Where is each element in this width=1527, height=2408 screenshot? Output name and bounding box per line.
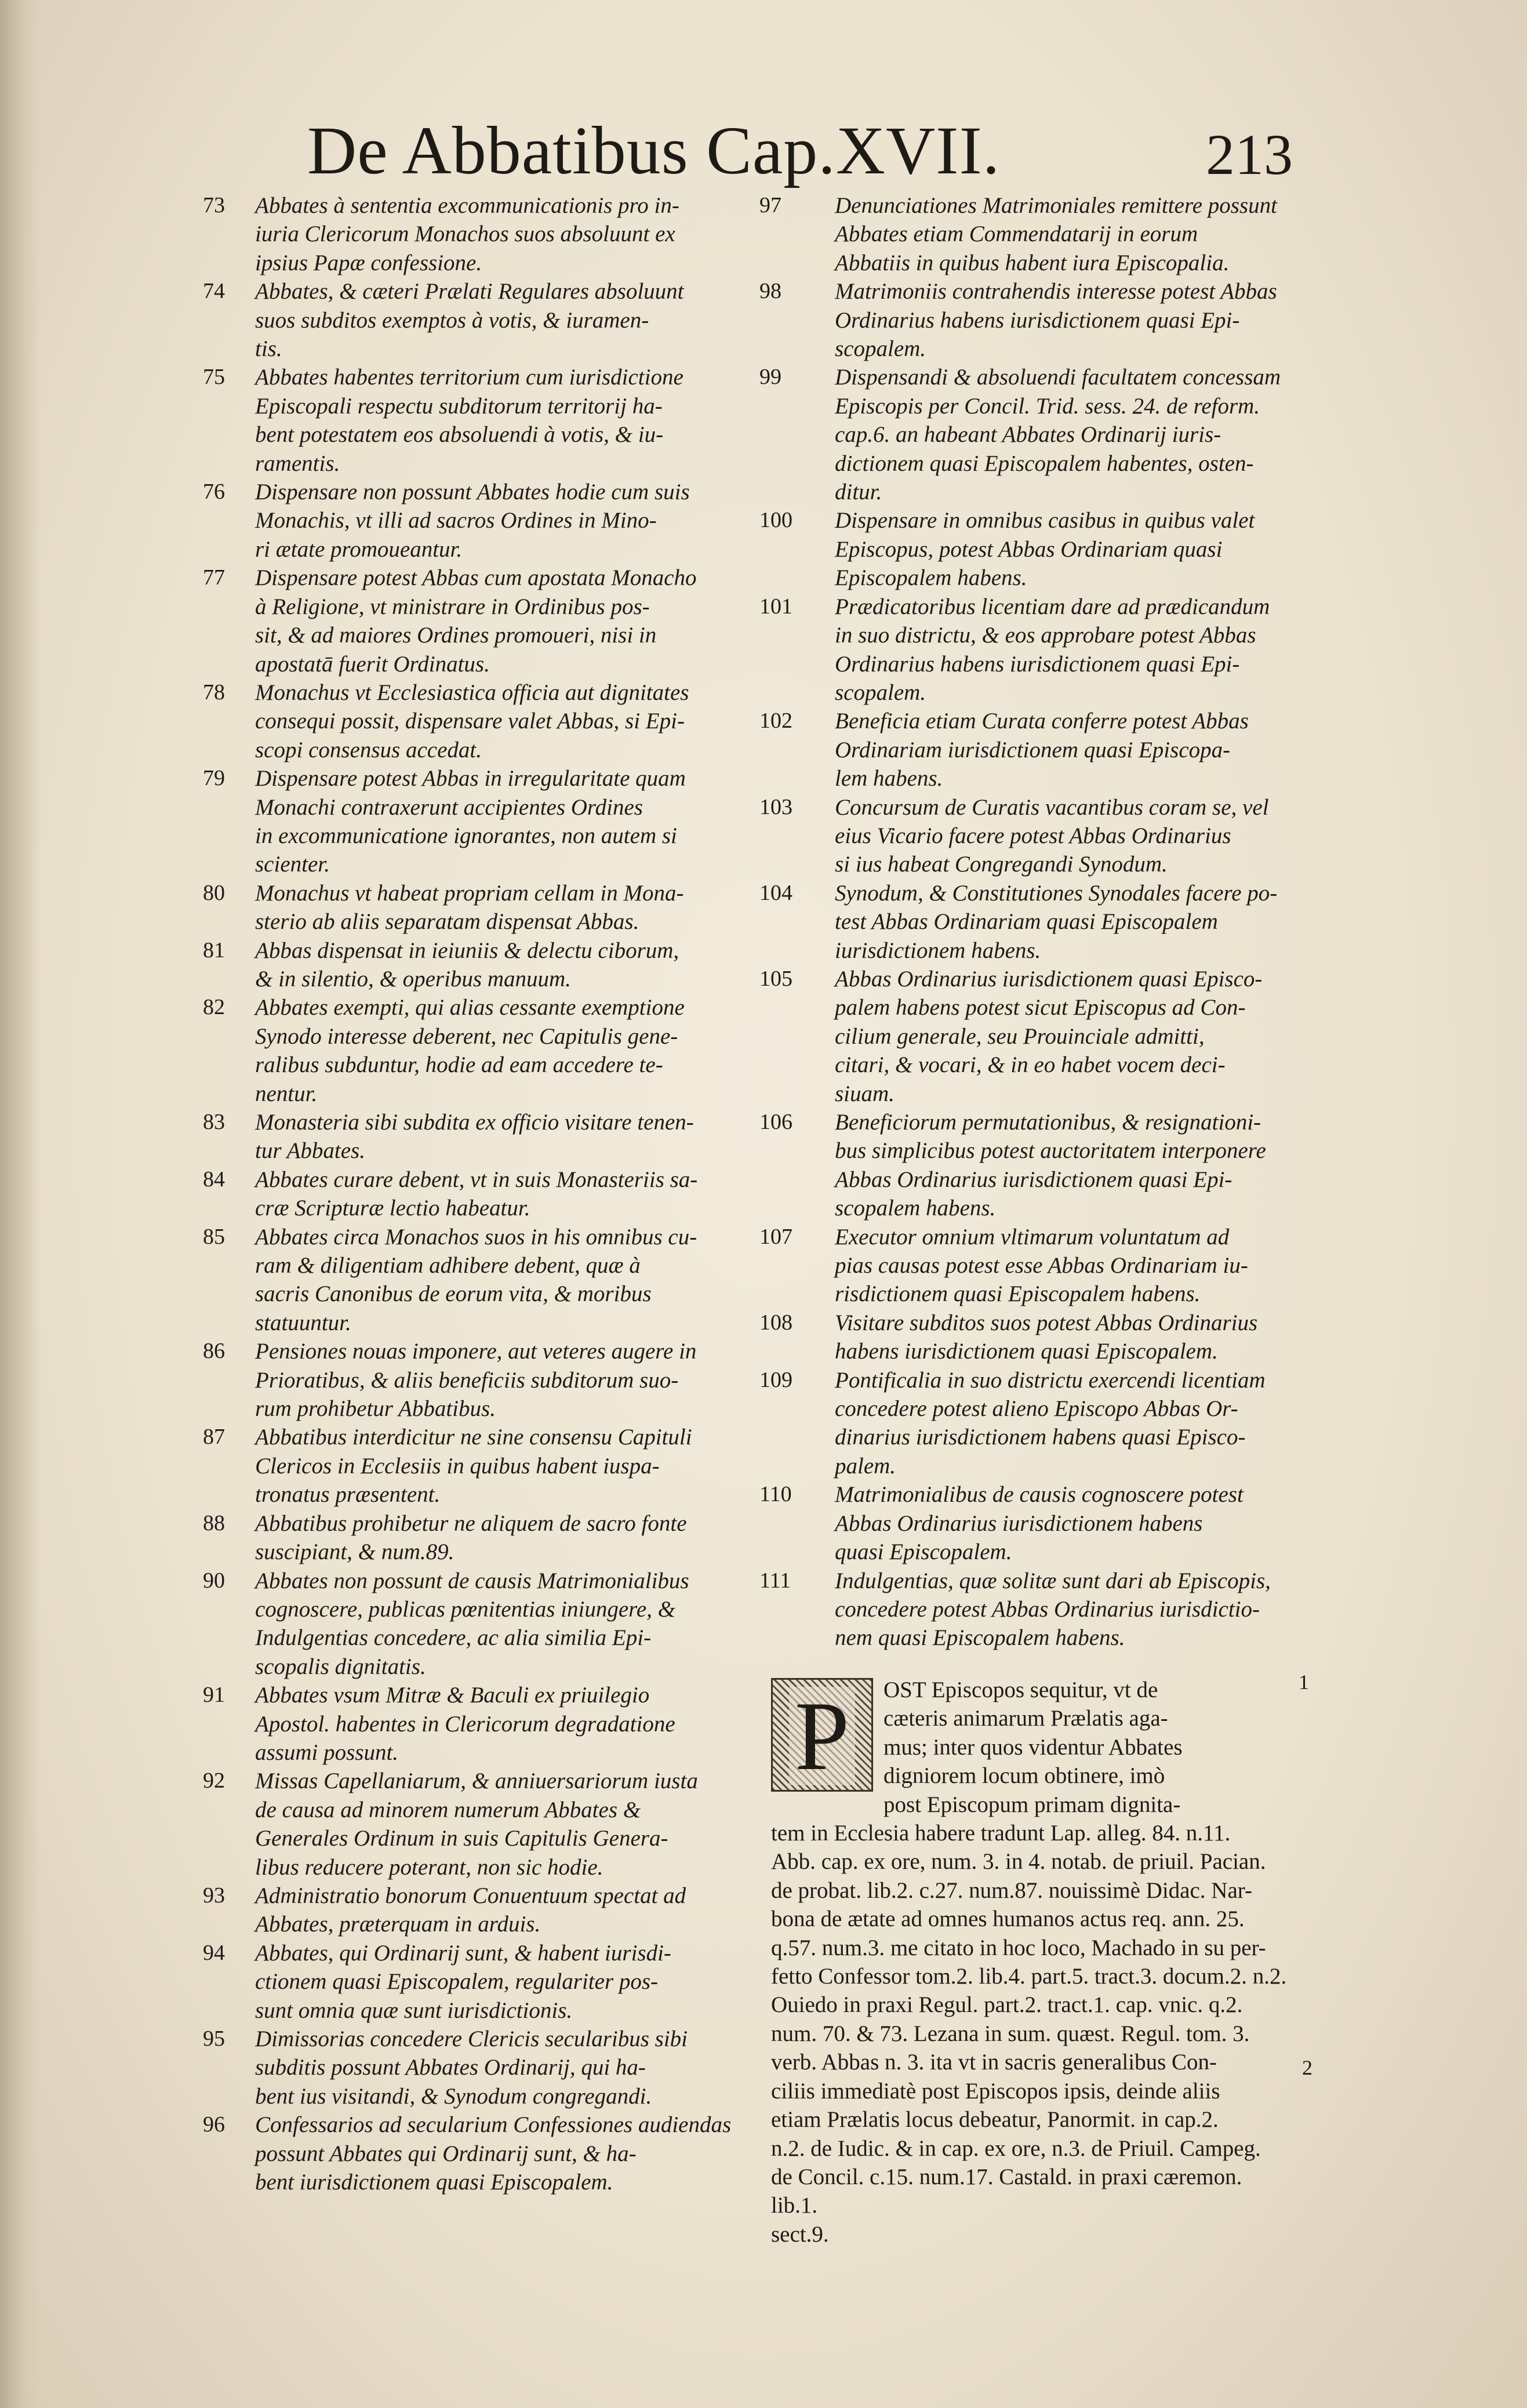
entry-line: Abbas Ordinarius iurisdictionem quasi Epi-: [835, 1167, 1232, 1192]
entry-line: Abbates exempti, qui alias cessante exemptione: [255, 995, 685, 1020]
entry-line: test Abbas Ordinariam quasi Episcopalem: [835, 909, 1218, 935]
summary-entry: [759, 1309, 1310, 1366]
entry-line: iurisdictionem habens.: [835, 938, 1041, 963]
entry-number: 110: [759, 1482, 792, 1507]
summary-entry: [203, 1337, 754, 1423]
entry-number: 107: [759, 1224, 792, 1249]
page-number: 213: [1206, 122, 1293, 187]
prose-line: OST Episcopos sequitur, vt de: [884, 1677, 1158, 1702]
summary-entry: [203, 1423, 754, 1509]
entry-number: 101: [759, 594, 792, 619]
entry-number: 87: [203, 1425, 225, 1450]
entry-line: Confessarios ad secularium Confessiones audiendas: [255, 2112, 732, 2138]
entry-line: Dispensandi & absoluendi facultatem concessam: [835, 365, 1281, 390]
entry-number: 84: [203, 1167, 225, 1192]
entry-line: Monasteria sibi subdita ex officio visitare tenen-: [255, 1110, 694, 1135]
summary-entry: [759, 965, 1310, 1108]
entry-line: possunt Abbates qui Ordinarij sunt, & ha-: [255, 2141, 637, 2166]
entry-line: Episcopis per Concil. Trid. sess. 24. de reform.: [835, 393, 1260, 419]
summary-entry: [203, 1223, 754, 1338]
entry-line: cræ Scripturæ lectio habeatur.: [255, 1196, 530, 1221]
entry-line: Abbates etiam Commendatarij in eorum: [835, 221, 1198, 247]
entry-number: 77: [203, 565, 225, 590]
binding-shadow: [0, 0, 41, 2408]
summary-entry: [759, 879, 1310, 965]
entry-line: Beneficiorum permutationibus, & resignationi-: [835, 1110, 1261, 1135]
summary-column-left: [203, 191, 754, 2196]
entry-line: scopalem.: [835, 680, 926, 705]
entry-line: Missas Capellaniarum, & anniuersariorum iusta: [255, 1768, 698, 1794]
summary-entry: [759, 1567, 1310, 1652]
decorated-initial: [771, 1678, 873, 1792]
entry-line: cognoscere, publicas pœnitentias iniungere, &: [255, 1596, 676, 1622]
entry-line: Abbatibus prohibetur ne aliquem de sacro fonte: [255, 1510, 687, 1536]
entry-line: ctionem quasi Episcopalem, regulariter pos-: [255, 1969, 659, 1995]
entry-line: Visitare subditos suos potest Abbas Ordinarius: [835, 1310, 1258, 1335]
prose-line: n.2. de Iudic. & in cap. ex ore, n.3. de Priuil. Campeg.: [771, 2135, 1261, 2161]
prose-line: verb. Abbas n. 3. ita vt in sacris generalibus Con-: [771, 2050, 1217, 2075]
summary-entry: [203, 678, 754, 764]
entry-line: Abbates à sententia excommunicationis pro in-: [255, 193, 679, 218]
entry-line: ramentis.: [255, 451, 340, 476]
summary-entry: [759, 191, 1310, 277]
entry-number: 75: [203, 365, 225, 390]
prose-line: post Episcopum primam dignita-: [884, 1792, 1181, 1817]
entry-line: Ordinarius habens iurisdictionem quasi Epi-: [835, 651, 1240, 677]
prose-line: num. 70. & 73. Lezana in sum. quæst. Regul. tom. 3.: [771, 2021, 1250, 2046]
entry-number: 105: [759, 966, 792, 991]
entry-line: Abbates, præterquam in arduis.: [255, 1912, 541, 1937]
prose-line: ciliis immediatè post Episcopos ipsis, deinde aliis: [771, 2078, 1220, 2104]
entry-number: 81: [203, 938, 225, 963]
summary-entry: [203, 363, 754, 478]
summary-entry: [203, 1108, 754, 1165]
entry-line: habens iurisdictionem quasi Episcopalem.: [835, 1339, 1218, 1364]
entry-line: Monachus vt Ecclesiastica officia aut dignitates: [255, 680, 689, 705]
entry-number: 82: [203, 995, 225, 1020]
summary-entry: [203, 879, 754, 936]
entry-line: concedere potest alieno Episcopo Abbas Or-: [835, 1396, 1238, 1422]
prose-line: q.57. num.3. me citato in hoc loco, Machado in su per-: [771, 1935, 1266, 1960]
entry-line: concedere potest Abbas Ordinarius iurisdictio-: [835, 1596, 1260, 1622]
entry-line: Beneficia etiam Curata conferre potest Abbas: [835, 709, 1249, 734]
entry-number: 80: [203, 880, 225, 905]
entry-line: scopalem habens.: [835, 1196, 996, 1221]
entry-line: cap.6. an habeant Abbates Ordinarij iuris-: [835, 422, 1221, 448]
entry-line: tis.: [255, 336, 282, 362]
entry-number: 74: [203, 279, 225, 304]
entry-line: Episcopalem habens.: [835, 565, 1027, 591]
entry-number: 102: [759, 709, 792, 733]
summary-entry: [203, 1882, 754, 1939]
entry-line: Matrimoniis contrahendis interesse potest Abbas: [835, 279, 1277, 304]
summary-entry: [203, 277, 754, 363]
summary-entry: [203, 1509, 754, 1567]
entry-line: ipsius Papæ confessione.: [255, 250, 482, 275]
entry-line: si ius habeat Congregandi Synodum.: [835, 852, 1168, 877]
entry-line: ralibus subduntur, hodie ad eam accedere te-: [255, 1052, 663, 1078]
entry-number: 108: [759, 1310, 792, 1335]
entry-number: 99: [759, 365, 781, 390]
entry-line: Pontificalia in suo districtu exercendi licentiam: [835, 1367, 1266, 1393]
summary-entry: [203, 1567, 754, 1681]
entry-line: sterio ab aliis separatam dispensat Abbas.: [255, 909, 639, 935]
entry-line: sacris Canonibus de eorum vita, & moribus: [255, 1281, 652, 1307]
summary-entry: [203, 478, 754, 564]
entry-line: Abbates, qui Ordinarij sunt, & habent iurisdi-: [255, 1940, 671, 1966]
summary-entry: [203, 191, 754, 277]
entry-line: bent iurisdictionem quasi Episcopalem.: [255, 2170, 613, 2195]
summary-entry: [203, 2111, 754, 2196]
entry-line: Dispensare in omnibus casibus in quibus valet: [835, 508, 1255, 533]
entry-line: dinarius iurisdictionem habens quasi Episco-: [835, 1425, 1246, 1450]
summary-column-right: [759, 191, 1310, 1652]
entry-number: 79: [203, 766, 225, 791]
entry-number: 92: [203, 1768, 225, 1793]
entry-line: consequi possit, dispensare valet Abbas, si Epi-: [255, 709, 685, 734]
summary-entry: [759, 1108, 1310, 1223]
summary-entry: [759, 506, 1310, 592]
entry-line: Pensiones nouas imponere, aut veteres augere in: [255, 1339, 697, 1364]
entry-line: risdictionem quasi Episcopalem habens.: [835, 1281, 1201, 1307]
entry-line: Abbatiis in quibus habent iura Episcopalia.: [835, 250, 1230, 275]
summary-entry: [759, 793, 1310, 879]
summary-entry: [759, 1223, 1310, 1309]
entry-number: 109: [759, 1367, 792, 1392]
entry-line: Prædicatoribus licentiam dare ad prædicandum: [835, 594, 1270, 619]
entry-line: Dispensare potest Abbas cum apostata Monacho: [255, 565, 697, 591]
entry-line: Synodo interesse deberent, nec Capitulis gene-: [255, 1023, 678, 1049]
chapter-text: [771, 1676, 1293, 2249]
summary-entry: [203, 564, 754, 678]
entry-line: Administratio bonorum Conuentuum spectat ad: [255, 1883, 686, 1908]
prose-line: digniorem locum obtinere, imò: [884, 1763, 1165, 1789]
summary-entry: [203, 1165, 754, 1223]
prose-line: Abb. cap. ex ore, num. 3. in 4. notab. de priuil. Pacian.: [771, 1849, 1266, 1875]
prose-line: cæteris animarum Prælatis aga-: [884, 1706, 1168, 1731]
prose-line: de Concil. c.15. num.17. Castald. in praxi cæremon. lib.1.: [771, 2164, 1242, 2218]
entry-line: ri ætate promoueantur.: [255, 536, 463, 562]
prose-line: de probat. lib.2. c.27. num.87. nouissimè Didac. Nar-: [771, 1877, 1252, 1903]
entry-line: Abbates circa Monachos suos in his omnibus cu-: [255, 1224, 697, 1250]
entry-line: bus simplicibus potest auctoritatem interponere: [835, 1138, 1266, 1164]
prose-line: bona de ætate ad omnes humanos actus req. ann. 25.: [771, 1906, 1245, 1932]
entry-number: 86: [203, 1339, 225, 1364]
entry-line: Monachus vt habeat propriam cellam in Mona-: [255, 880, 684, 906]
entry-line: de causa ad minorem numerum Abbates &: [255, 1797, 641, 1822]
entry-line: Monachis, vt illi ad sacros Ordines in Mino-: [255, 508, 657, 533]
entry-line: Abbas Ordinarius iurisdictionem habens: [835, 1510, 1203, 1536]
prose-line: tem in Ecclesia habere tradunt Lap. alleg. 84. n.11.: [771, 1821, 1231, 1846]
summary-entry: [759, 707, 1310, 793]
summary-entry: [203, 2025, 754, 2111]
entry-line: Concursum de Curatis vacantibus coram se, vel: [835, 794, 1269, 820]
entry-number: 78: [203, 680, 225, 704]
entry-line: dictionem quasi Episcopalem habentes, osten-: [835, 451, 1254, 476]
entry-line: statuuntur.: [255, 1310, 351, 1335]
summary-entry: [203, 764, 754, 879]
entry-line: subditis possunt Abbates Ordinarij, qui ha-: [255, 2055, 646, 2080]
entry-line: scopalis dignitatis.: [255, 1654, 426, 1679]
entry-number: 103: [759, 794, 792, 819]
entry-line: nentur.: [255, 1081, 318, 1106]
entry-number: 90: [203, 1568, 225, 1593]
entry-line: bent ius visitandi, & Synodum congregandi.: [255, 2083, 652, 2109]
entry-number: 85: [203, 1224, 225, 1249]
prose-line: etiam Prælatis locus debeatur, Panormit. in cap.2.: [771, 2107, 1219, 2133]
entry-line: nem quasi Episcopalem habens.: [835, 1625, 1125, 1651]
entry-line: sit, & ad maiores Ordines promoueri, nisi in: [255, 623, 657, 648]
entry-number: 91: [203, 1683, 225, 1708]
summary-entry: [203, 993, 754, 1108]
entry-line: Abbatibus interdicitur ne sine consensu Capituli: [255, 1425, 692, 1450]
entry-line: iuria Clericorum Monachos suos absoluunt ex: [255, 221, 675, 247]
entry-number: 96: [203, 2112, 225, 2137]
summary-entry: [203, 1681, 754, 1767]
entry-number: 95: [203, 2026, 225, 2051]
summary-entry: [759, 593, 1310, 707]
summary-entry: [203, 936, 754, 994]
entry-line: Abbates non possunt de causis Matrimonialibus: [255, 1568, 689, 1593]
entry-line: sunt omnia quæ sunt iurisdictionis.: [255, 1997, 573, 2023]
entry-line: Prioratibus, & aliis beneficiis subditorum suo-: [255, 1367, 679, 1393]
entry-number: 97: [759, 193, 781, 217]
entry-line: Abbates vsum Mitræ & Baculi ex priuilegio: [255, 1683, 650, 1708]
margin-note-1: 1: [1299, 1670, 1309, 1694]
entry-line: Abbas Ordinarius iurisdictionem quasi Episco-: [835, 966, 1263, 991]
entry-line: apostatā fuerit Ordinatus.: [255, 651, 490, 677]
entry-line: Dispensare potest Abbas in irregularitate quam: [255, 766, 686, 791]
entry-line: Episcopali respectu subditorum territorij ha-: [255, 393, 663, 419]
entry-line: Dimissorias concedere Clericis secularibus sibi: [255, 2026, 688, 2051]
entry-line: Ordinariam iurisdictionem quasi Episcopa-: [835, 737, 1231, 762]
entry-line: Dispensare non possunt Abbates hodie cum suis: [255, 480, 690, 505]
entry-line: Abbates habentes territorium cum iurisdictione: [255, 365, 683, 390]
entry-line: quasi Episcopalem.: [835, 1539, 1012, 1565]
entry-line: scopalem.: [835, 336, 926, 362]
margin-note-2: 2: [1302, 2056, 1313, 2079]
entry-line: rum prohibetur Abbatibus.: [255, 1396, 496, 1422]
prose-line: Ouiedo in praxi Regul. part.2. tract.1. cap. vnic. q.2.: [771, 1992, 1243, 2018]
entry-line: cilium generale, seu Prouinciale admitti,: [835, 1023, 1205, 1049]
summary-entry: [759, 277, 1310, 363]
entry-line: Executor omnium vltimarum voluntatum ad: [835, 1224, 1230, 1250]
entry-line: tronatus præsentent.: [255, 1482, 441, 1508]
entry-line: assumi possunt.: [255, 1739, 399, 1765]
summary-entry: [203, 1939, 754, 2025]
entry-number: 88: [203, 1510, 225, 1535]
entry-number: 93: [203, 1883, 225, 1908]
entry-number: 94: [203, 1940, 225, 1965]
entry-line: Abbates curare debent, vt in suis Monasteriis sa-: [255, 1167, 698, 1192]
entry-line: Clericos in Ecclesiis in quibus habent iuspa-: [255, 1453, 660, 1479]
entry-number: 98: [759, 279, 781, 304]
entry-line: Apostol. habentes in Clericorum degradatione: [255, 1711, 675, 1737]
entry-line: suscipiant, & num.89.: [255, 1539, 455, 1565]
summary-entry: [203, 1767, 754, 1882]
entry-line: bent potestatem eos absoluendi à votis, & iu-: [255, 422, 664, 448]
entry-line: Abbas dispensat in ieiuniis & delectu ciborum,: [255, 938, 679, 963]
prose-line: sect.9.: [771, 2221, 829, 2247]
entry-line: Ordinarius habens iurisdictionem quasi Epi-: [835, 307, 1240, 333]
entry-line: Monachi contraxerunt accipientes Ordines: [255, 794, 643, 820]
entry-line: ditur.: [835, 480, 882, 505]
running-title: De Abbatibus Cap.XVII.: [307, 112, 1001, 188]
entry-number: 83: [203, 1110, 225, 1134]
entry-line: Matrimonialibus de causis cognoscere potest: [835, 1482, 1244, 1508]
entry-line: Abbates, & cæteri Prælati Regulares absoluunt: [255, 279, 684, 304]
summary-entry: [759, 1480, 1310, 1566]
entry-line: Indulgentias, quæ solitæ sunt dari ab Episcopis,: [835, 1568, 1271, 1593]
entry-number: 73: [203, 193, 225, 217]
entry-line: à Religione, vt ministrare in Ordinibus pos-: [255, 594, 650, 619]
initial-letter: P: [789, 1687, 855, 1785]
entry-line: & in silentio, & operibus manuum.: [255, 966, 571, 991]
entry-line: tur Abbates.: [255, 1138, 365, 1164]
entry-line: Episcopus, potest Abbas Ordinariam quasi: [835, 536, 1223, 562]
entry-line: libus reducere poterant, non sic hodie.: [255, 1854, 603, 1880]
entry-number: 106: [759, 1110, 792, 1134]
entry-number: 100: [759, 508, 792, 533]
entry-line: pias causas potest esse Abbas Ordinariam iu-: [835, 1253, 1248, 1279]
entry-line: citari, & vocari, & in eo habet vocem deci-: [835, 1052, 1226, 1078]
prose-line: fetto Confessor tom.2. lib.4. part.5. tract.3. docum.2. n.2.: [771, 1964, 1287, 1989]
entry-number: 76: [203, 480, 225, 504]
running-header: [307, 110, 1293, 197]
summary-entry: [759, 363, 1310, 506]
entry-line: palem habens potest sicut Episcopus ad Con-: [835, 995, 1246, 1020]
prose-line: mus; inter quos videntur Abbates: [884, 1734, 1183, 1760]
entry-line: scopi consensus accedat.: [255, 737, 482, 762]
entry-line: in excommunicatione ignorantes, non autem si: [255, 823, 677, 848]
entry-line: suos subditos exemptos à votis, & iuramen-: [255, 307, 649, 333]
entry-line: Denunciationes Matrimoniales remittere possunt: [835, 193, 1277, 218]
summary-entry: [759, 1366, 1310, 1481]
entry-line: scienter.: [255, 852, 330, 877]
entry-line: siuam.: [835, 1081, 895, 1106]
entry-line: in suo districtu, & eos approbare potest Abbas: [835, 623, 1256, 648]
entry-line: Indulgentias concedere, ac alia similia Epi-: [255, 1625, 652, 1651]
entry-line: palem.: [835, 1453, 896, 1479]
entry-line: lem habens.: [835, 766, 943, 791]
entry-line: Generales Ordinum in suis Capitulis Genera-: [255, 1826, 668, 1851]
entry-line: ram & diligentiam adhibere debent, quæ à: [255, 1253, 641, 1279]
entry-number: 104: [759, 880, 792, 905]
entry-line: eius Vicario facere potest Abbas Ordinarius: [835, 823, 1231, 848]
entry-number: 111: [759, 1568, 791, 1593]
entry-line: Synodum, & Constitutiones Synodales facere po-: [835, 880, 1278, 906]
